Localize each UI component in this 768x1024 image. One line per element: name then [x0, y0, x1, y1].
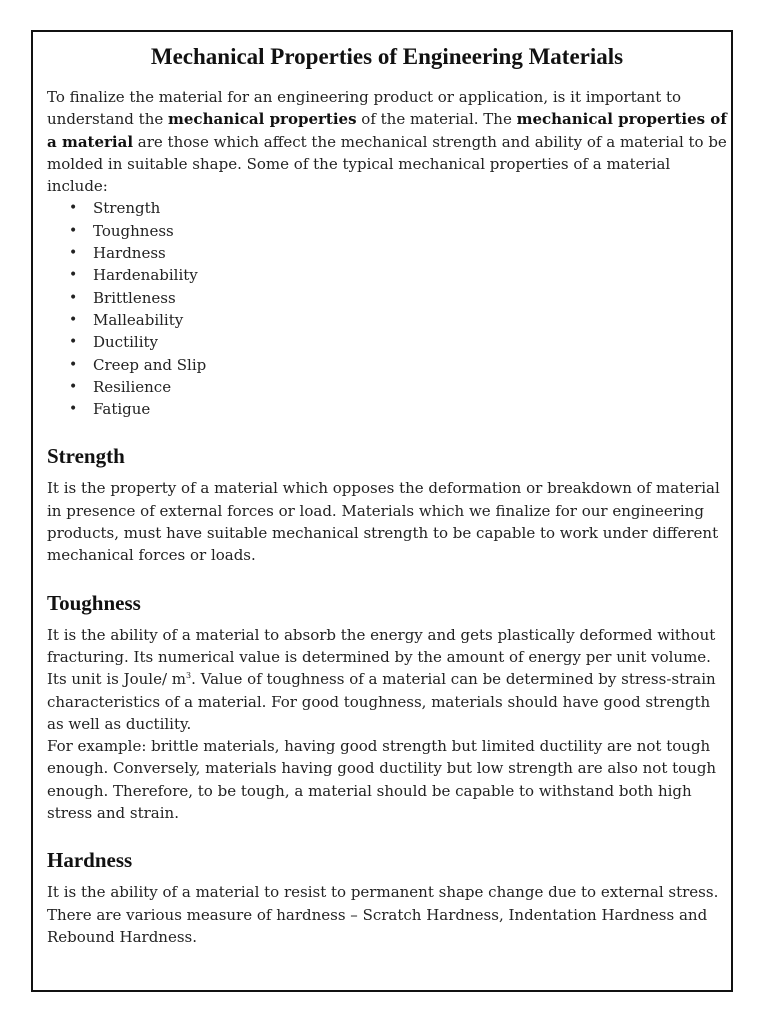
bullet-icon: •: [69, 267, 78, 284]
unit-superscript: 3: [186, 671, 192, 681]
strength-heading: Strength: [47, 444, 125, 469]
list-item-label: Strength: [93, 199, 161, 218]
intro-bold-2: mechanical properties of a material: [47, 110, 727, 151]
intro-paragraph: [47, 86, 727, 197]
list-item: [69, 398, 727, 420]
list-item: [69, 264, 727, 286]
bullet-icon: •: [69, 311, 78, 328]
list-item: [69, 242, 727, 264]
intro-text-1: To finalize the material for an engineering product or application, is it important to understand the: [47, 88, 682, 129]
bullet-icon: •: [69, 378, 78, 395]
properties-list: [47, 197, 727, 420]
intro-text-3: are those which affect the mechanical strength and ability of a material to be molded in suitable shape. Some of the typical mechanical properties of a material include:: [47, 132, 727, 196]
list-item: [69, 309, 727, 331]
list-item-label: Ductility: [93, 333, 159, 352]
list-item-label: Creep and Slip: [93, 355, 207, 374]
list-item-label: Toughness: [93, 221, 174, 240]
list-item: [69, 354, 727, 376]
bullet-icon: •: [69, 222, 78, 239]
toughness-text-1: It is the ability of a material to absorb the energy and gets plastically deformed without fracturing. Its numerical value is determined by the amount of energy per unit volume. Its unit is Joule/ m: [47, 625, 716, 689]
list-item: [69, 287, 727, 309]
bullet-icon: •: [69, 401, 78, 418]
hardness-heading: Hardness: [47, 848, 133, 873]
intro-text-2: of the material. The: [356, 110, 517, 129]
toughness-text-2: . Value of toughness of a material can be determined by stress-strain characteristics of a material. For good toughness, materials should have good strength as well as ductility.: [47, 670, 716, 733]
list-item-label: Hardness: [93, 244, 166, 263]
list-item: [69, 331, 727, 353]
list-item-label: Hardenability: [93, 266, 198, 285]
intro-bold-1: mechanical properties: [168, 110, 357, 129]
bullet-icon: •: [69, 356, 78, 373]
toughness-paragraph-1: [47, 624, 727, 735]
list-item-label: Brittleness: [93, 288, 176, 307]
list-item: [69, 220, 727, 242]
bullet-icon: •: [69, 334, 78, 351]
toughness-heading: Toughness: [47, 590, 141, 615]
list-item: [69, 376, 727, 398]
toughness-paragraph-2: For example: brittle materials, having good strength but limited ductility are not tough enough. Conversely, materials having good ductility but low strength are also not tough enough. Therefore, to be tough, a material should be capable to withstand both high stress and strain.: [47, 737, 717, 823]
bullet-icon: •: [69, 245, 78, 262]
page-title: Mechanical Properties of Engineering Materials: [150, 44, 624, 69]
list-item-label: Fatigue: [93, 400, 151, 419]
bullet-icon: •: [69, 289, 78, 306]
strength-paragraph: It is the property of a material which opposes the deformation or breakdown of material in presence of external forces or load. Materials which we finalize for our engineering products, must have suitable mechanical strength to be capable to work under different mechanical forces or loads.: [47, 479, 720, 565]
list-item: [69, 197, 727, 219]
hardness-paragraph: It is the ability of a material to resist to permanent shape change due to external stress. There are various measure of hardness – Scratch Hardness, Indentation Hardness and Rebound Hardness.: [47, 883, 719, 946]
list-item-label: Malleability: [93, 310, 184, 329]
bullet-icon: •: [69, 200, 78, 217]
document-body: [47, 40, 727, 948]
list-item-label: Resilience: [93, 377, 172, 396]
